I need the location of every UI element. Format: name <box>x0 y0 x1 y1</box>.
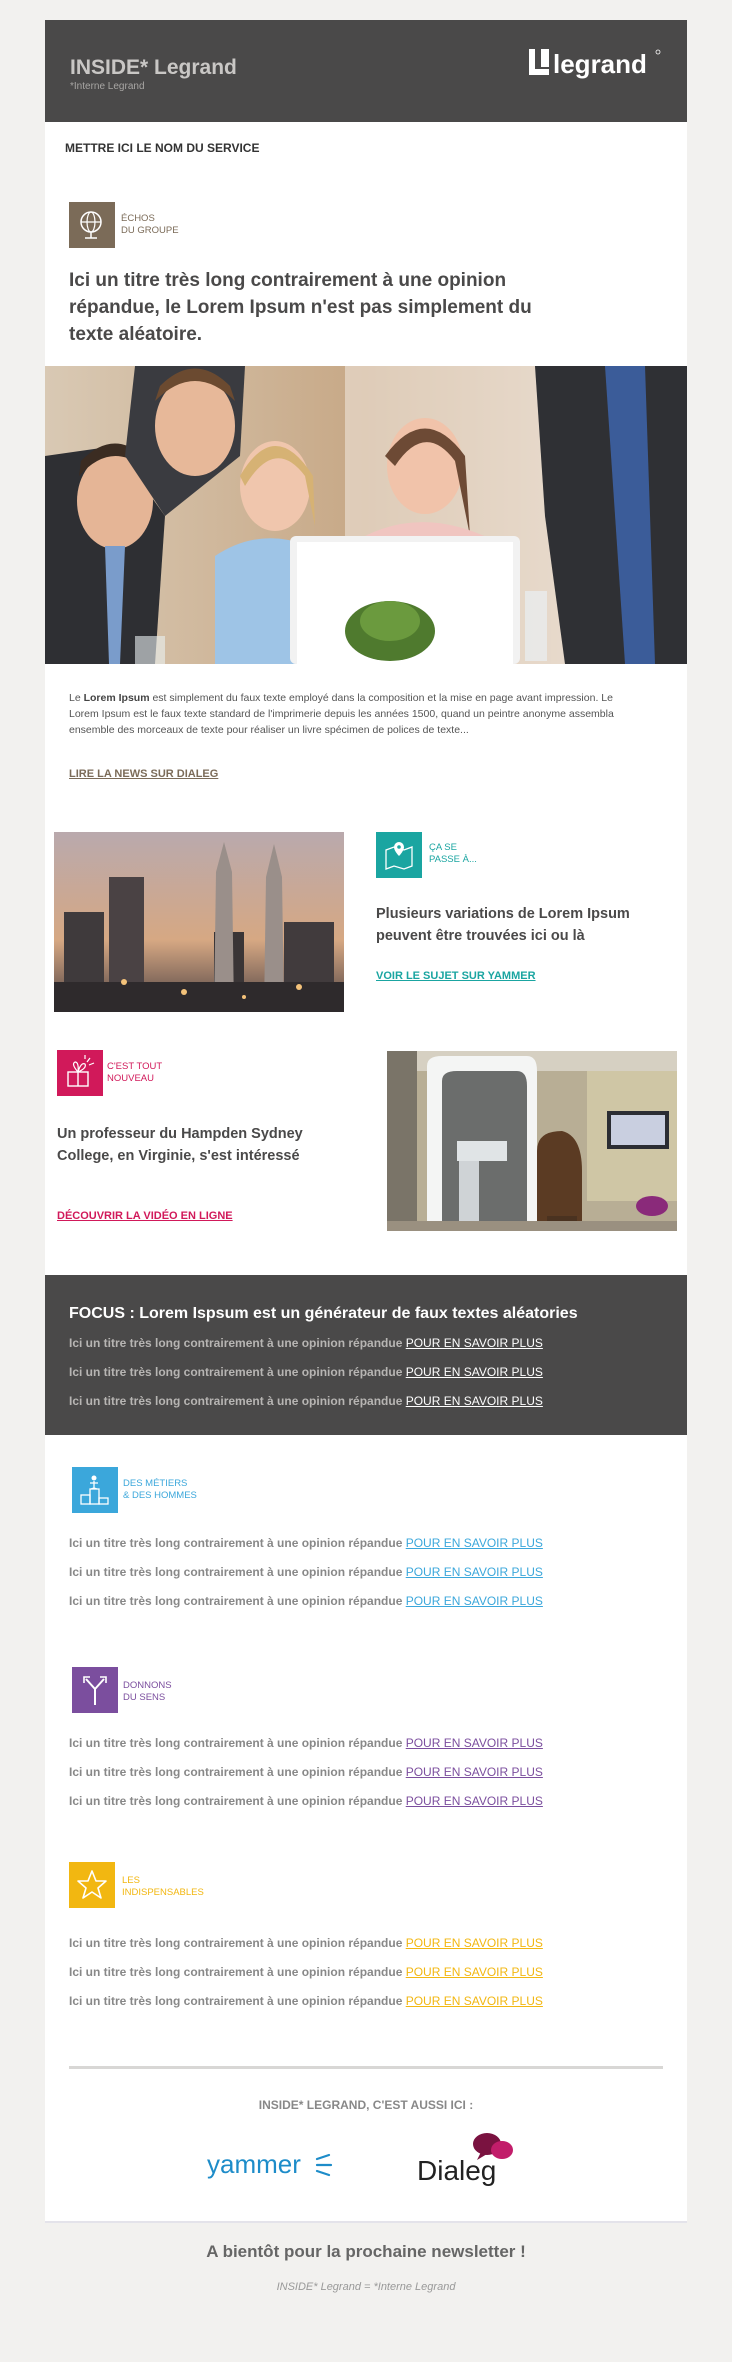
globe-icon <box>69 202 115 248</box>
section-item: Ici un titre très long contrairement à une opinion répandue POUR EN SAVOIR PLUS <box>69 1736 543 1750</box>
office-room-image <box>387 1051 677 1231</box>
dialeg-logo[interactable] <box>415 2130 525 2188</box>
signpost-icon <box>72 1667 118 1713</box>
star-icon <box>69 1862 115 1908</box>
section-more-link[interactable]: POUR EN SAVOIR PLUS <box>405 1594 543 1608</box>
logo-text: legrand <box>553 49 647 79</box>
headline-title: Ici un titre très long contrairement à une opinion répandue, le Lorem Ipsum n'est pas simplement du texte aléatoire. <box>69 270 532 345</box>
service-name: METTRE ICI LE NOM DU SERVICE <box>65 141 260 155</box>
section-more-link[interactable]: POUR EN SAVOIR PLUS <box>405 1736 543 1750</box>
bottom-border <box>45 2221 687 2223</box>
divider <box>69 2066 663 2069</box>
header <box>45 20 687 122</box>
yammer-logo[interactable] <box>205 2145 335 2185</box>
section-more-link[interactable]: POUR EN SAVOIR PLUS <box>405 1765 543 1779</box>
focus-more-link[interactable]: POUR EN SAVOIR PLUS <box>405 1336 543 1350</box>
brand-subtitle: *Interne Legrand <box>70 81 145 92</box>
section-item: Ici un titre très long contrairement à une opinion répandue POUR EN SAVOIR PLUS <box>69 1994 543 2008</box>
read-news-link[interactable]: LIRE LA NEWS SUR DIALEG <box>69 768 219 780</box>
svg-text:Dialeg: Dialeg <box>417 2155 497 2186</box>
focus-title: FOCUS : Lorem Ispsum est un générateur de faux textes aléatories <box>69 1305 578 1322</box>
section-item: Ici un titre très long contrairement à une opinion répandue POUR EN SAVOIR PLUS <box>69 1965 543 1979</box>
section-item: Ici un titre très long contrairement à une opinion répandue POUR EN SAVOIR PLUS <box>69 1594 543 1608</box>
focus-more-link[interactable]: POUR EN SAVOIR PLUS <box>405 1365 543 1379</box>
yammer-topic-link[interactable]: VOIR LE SUJET SUR YAMMER <box>376 970 536 982</box>
focus-more-link[interactable]: POUR EN SAVOIR PLUS <box>405 1394 543 1408</box>
focus-item: Ici un titre très long contrairement à une opinion répandue POUR EN SAVOIR PLUS <box>69 1394 543 1408</box>
section-more-link[interactable]: POUR EN SAVOIR PLUS <box>405 1994 543 2008</box>
focus-box <box>45 1275 687 1435</box>
section-item: Ici un titre très long contrairement à une opinion répandue POUR EN SAVOIR PLUS <box>69 1794 543 1808</box>
headline-text: Le Lorem Ipsum est simplement du faux texte employé dans la composition et la mise en page avant impression. Le Lorem Ipsum est le faux texte standard de l'imprimerie depuis les années 1500, quand un peintre anonyme assembla ensemble des morceaux de texte pour réaliser un livre spécimen de polices de texte... <box>69 692 614 736</box>
focus-item: Ici un titre très long contrairement à une opinion répandue POUR EN SAVOIR PLUS <box>69 1336 543 1350</box>
video-link[interactable]: DÉCOUVRIR LA VIDÉO EN LIGNE <box>57 1210 233 1222</box>
section-item: Ici un titre très long contrairement à une opinion répandue POUR EN SAVOIR PLUS <box>69 1536 543 1550</box>
map-pin-icon <box>376 832 422 878</box>
section-item: Ici un titre très long contrairement à une opinion répandue POUR EN SAVOIR PLUS <box>69 1765 543 1779</box>
newsletter <box>45 20 687 2223</box>
section-more-link[interactable]: POUR EN SAVOIR PLUS <box>405 1936 543 1950</box>
category-sens: DONNONS DU SENS <box>123 1680 172 1703</box>
svg-text:yammer: yammer <box>207 2149 301 2179</box>
section-more-link[interactable]: POUR EN SAVOIR PLUS <box>405 1794 543 1808</box>
gift-icon <box>57 1050 103 1096</box>
category-metiers: DES MÉTIERS & DES HOMMES <box>123 1478 197 1501</box>
podium-people-icon <box>72 1467 118 1513</box>
hero-image <box>45 366 687 664</box>
brand-title: INSIDE* Legrand <box>70 56 237 79</box>
section-item: Ici un titre très long contrairement à une opinion répandue POUR EN SAVOIR PLUS <box>69 1565 543 1579</box>
category-indispensables: LES INDISPENSABLES <box>122 1875 204 1898</box>
footer-note: INSIDE* Legrand = *Interne Legrand <box>276 2281 456 2293</box>
closing-message: A bientôt pour la prochaine newsletter ! <box>206 2242 526 2261</box>
city-skyline-image <box>54 832 344 1012</box>
focus-item: Ici un titre très long contrairement à une opinion répandue POUR EN SAVOIR PLUS <box>69 1365 543 1379</box>
section-more-link[interactable]: POUR EN SAVOIR PLUS <box>405 1536 543 1550</box>
article-ca-se-passe-title: Plusieurs variations de Lorem Ipsum peuvent être trouvées ici ou là <box>376 906 630 944</box>
section-more-link[interactable]: POUR EN SAVOIR PLUS <box>405 1965 543 1979</box>
section-item: Ici un titre très long contrairement à une opinion répandue POUR EN SAVOIR PLUS <box>69 1936 543 1950</box>
article-nouveau-title: Un professeur du Hampden Sydney College, en Virginie, s'est intéressé <box>57 1126 303 1164</box>
category-nouveau: C'EST TOUT NOUVEAU <box>107 1061 163 1084</box>
category-echos: ÉCHOS DU GROUPE <box>121 213 179 236</box>
legrand-logo <box>527 46 661 80</box>
category-ca-se-passe: ÇA SE PASSE À... <box>429 842 477 865</box>
section-more-link[interactable]: POUR EN SAVOIR PLUS <box>405 1565 543 1579</box>
also-here-heading: INSIDE* LEGRAND, C'EST AUSSI ICI : <box>258 2098 474 2112</box>
